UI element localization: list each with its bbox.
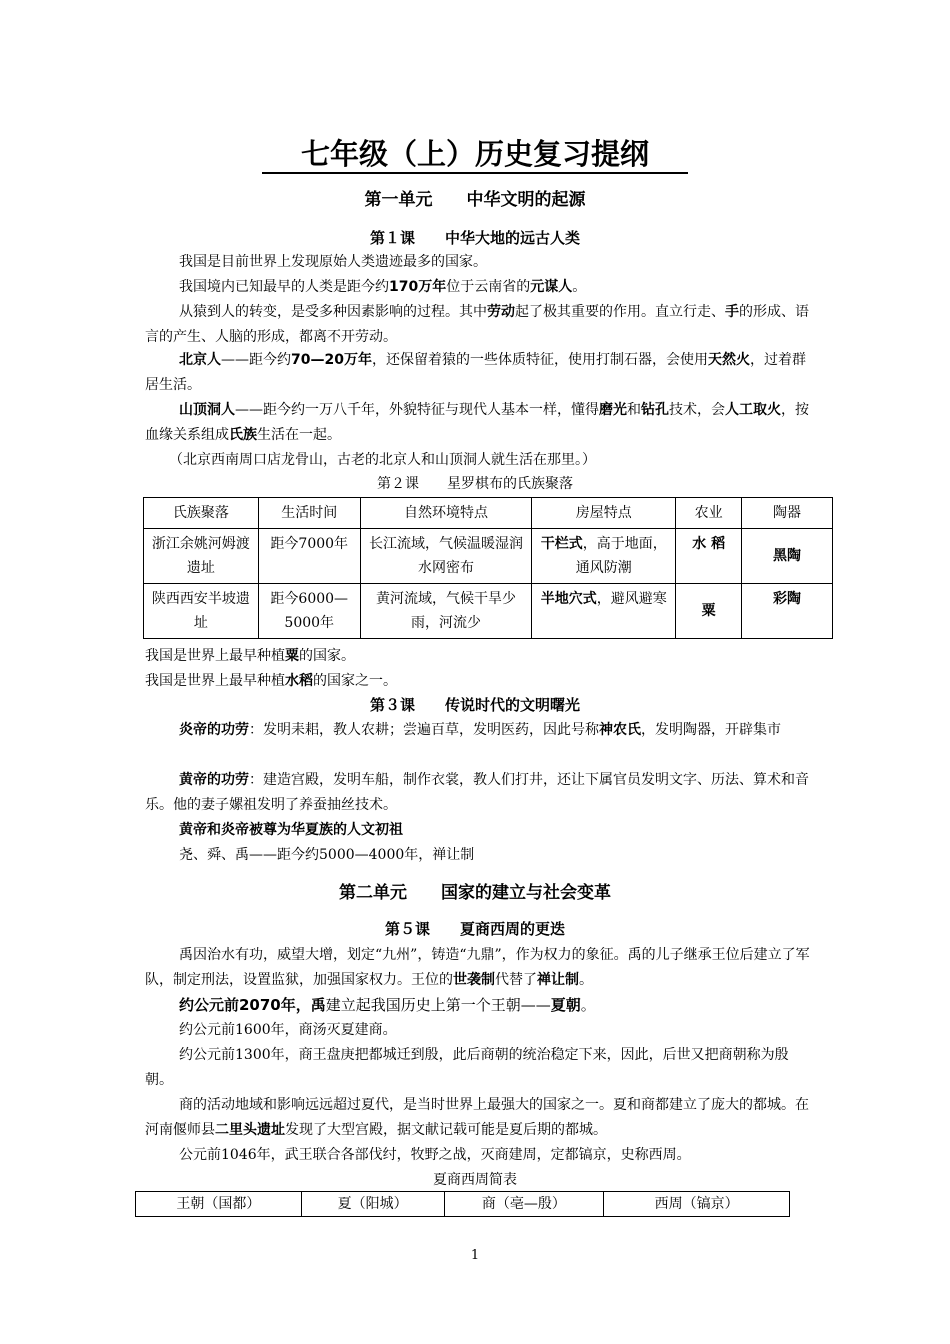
table-cell-environment: 黄河流域，气候干旱少雨，河流少 — [360, 584, 532, 639]
lesson-1-paragraph-3: 从猿到人的转变，是受多种因素影响的过程。其中劳动起了极其重要的作用。直立行走、手的形成、语言的产生、人脑的形成，都离不开劳动。 — [145, 304, 809, 345]
table-header: 农业 — [676, 498, 742, 529]
lesson-5-paragraph-yin: 约公元前1300年，商王盘庚把都城迁到殷，此后商朝的统治稳定下来，因此，后世又把商朝称为殷朝。 — [145, 1047, 789, 1088]
unit-1-heading: 第一单元 中华文明的起源 — [364, 190, 586, 210]
lesson-1-paragraph-1: 我国是目前世界上发现原始人类遗迹最多的国家。 — [179, 254, 487, 270]
lesson-1-paragraph-upper-cave-man: 山顶洞人——距今约一万八千年，外貌特征与现代人基本一样，懂得磨光和钻孔技术，会人工取火，按血缘关系组成氏族生活在一起。 — [145, 402, 809, 443]
table-cell-agriculture: 粟 — [676, 584, 742, 639]
lesson-3-paragraph-ancestors: 黄帝和炎帝被尊为华夏族的人文初祖 — [179, 822, 403, 838]
table-header: 自然环境特点 — [360, 498, 532, 529]
lesson-5-paragraph-capitals: 商的活动地域和影响远远超过夏代，是当时世界上最强大的国家之一。夏和商都建立了庞大的都城。在河南偃师县二里头遗址发现了大型宫殿，据文献记载可能是夏后期的都城。 — [145, 1097, 809, 1138]
lesson-3-heading: 第３课 传说时代的文明曙光 — [369, 696, 580, 714]
table-header: 生活时间 — [258, 498, 360, 529]
lesson-2-paragraph-1: 我国是世界上最早种植粟的国家。 — [145, 648, 355, 664]
table-header: 夏（阳城） — [301, 1192, 444, 1217]
lesson-5-paragraph-zhou: 公元前1046年，武王联合各部伐纣，牧野之战，灭商建周，定都镐京，史称西周。 — [179, 1147, 691, 1163]
title-underline — [262, 172, 688, 174]
table-cell-time: 距今6000—5000年 — [258, 584, 360, 639]
table-header: 房屋特点 — [532, 498, 676, 529]
table-cell-house: 干栏式，高于地面，通风防潮 — [532, 529, 676, 584]
lesson-1-heading: 第１课 中华大地的远古人类 — [369, 229, 580, 247]
lesson-5-paragraph-xia: 约公元前2070年，禹建立起我国历史上第一个王朝——夏朝。 — [179, 996, 596, 1014]
table-cell-site: 陕西西安半坡遗址 — [144, 584, 259, 639]
table-cell-site: 浙江余姚河姆渡遗址 — [144, 529, 259, 584]
lesson-2-heading: 第２课 星罗棋布的氏族聚落 — [377, 476, 573, 492]
table-header: 氏族聚落 — [144, 498, 259, 529]
table-cell-agriculture: 水 稻 — [676, 529, 742, 584]
table-header: 西周（镐京） — [604, 1192, 790, 1217]
page-number: 1 — [470, 1248, 480, 1263]
unit-2-heading: 第二单元 国家的建立与社会变革 — [339, 883, 611, 903]
table-cell-time: 距今7000年 — [258, 529, 360, 584]
table-row — [144, 584, 833, 639]
table-header: 陶器 — [742, 498, 833, 529]
lesson-5-heading: 第５课 夏商西周的更迭 — [384, 920, 565, 938]
table-cell-house: 半地穴式，避风避寒 — [532, 584, 676, 639]
settlement-table — [143, 497, 833, 639]
lesson-5-paragraph-1: 禹因治水有功，威望大增，划定“九州”，铸造“九鼎”，作为权力的象征。禹的儿子继承王位后建立了军队，制定刑法，设置监狱，加强国家权力。王位的世袭制代替了禅让制。 — [145, 947, 810, 988]
lesson-5-paragraph-shang: 约公元前1600年，商汤灭夏建商。 — [179, 1022, 397, 1038]
table-cell-environment: 长江流域，气候温暖湿润水网密布 — [360, 529, 532, 584]
lesson-1-note: （北京西南周口店龙骨山，古老的北京人和山顶洞人就生活在那里。） — [169, 452, 596, 468]
lesson-1-paragraph-peking-man: 北京人——距今约70—20万年，还保留着猿的一些体质特征，使用打制石器，会使用天然火，过着群居生活。 — [145, 352, 806, 393]
lesson-3-paragraph-huangdi: 黄帝的功劳：建造宫殿，发明车船，制作衣裳，教人们打井，还让下属官员发明文字、历法、算术和音乐。他的妻子嫘祖发明了养蚕抽丝技术。 — [145, 772, 809, 813]
table-header-row — [136, 1192, 790, 1217]
table-header-row — [144, 498, 833, 529]
lesson-1-paragraph-2: 我国境内已知最早的人类是距今约170万年位于云南省的元谋人。 — [179, 279, 587, 295]
dynasty-table — [135, 1191, 790, 1217]
table-header: 商（亳—殷） — [444, 1192, 604, 1217]
page-title: 七年级（上）历史复习提纲 — [300, 137, 649, 171]
dynasty-table-caption: 夏商西周简表 — [433, 1172, 517, 1188]
table-header: 王朝（国都） — [136, 1192, 302, 1217]
table-cell-pottery: 彩陶 — [742, 584, 833, 639]
table-cell-pottery: 黑陶 — [742, 529, 833, 584]
lesson-3-paragraph-yandi: 炎帝的功劳：发明耒耜，教人农耕；尝遍百草，发明医药，因此号称神农氏，发明陶器，开辟集市 — [179, 722, 781, 738]
lesson-2-paragraph-2: 我国是世界上最早种植水稻的国家之一。 — [145, 673, 397, 689]
table-row — [144, 529, 833, 584]
lesson-3-paragraph-abdication: 尧、舜、禹——距今约5000—4000年，禅让制 — [179, 847, 475, 863]
